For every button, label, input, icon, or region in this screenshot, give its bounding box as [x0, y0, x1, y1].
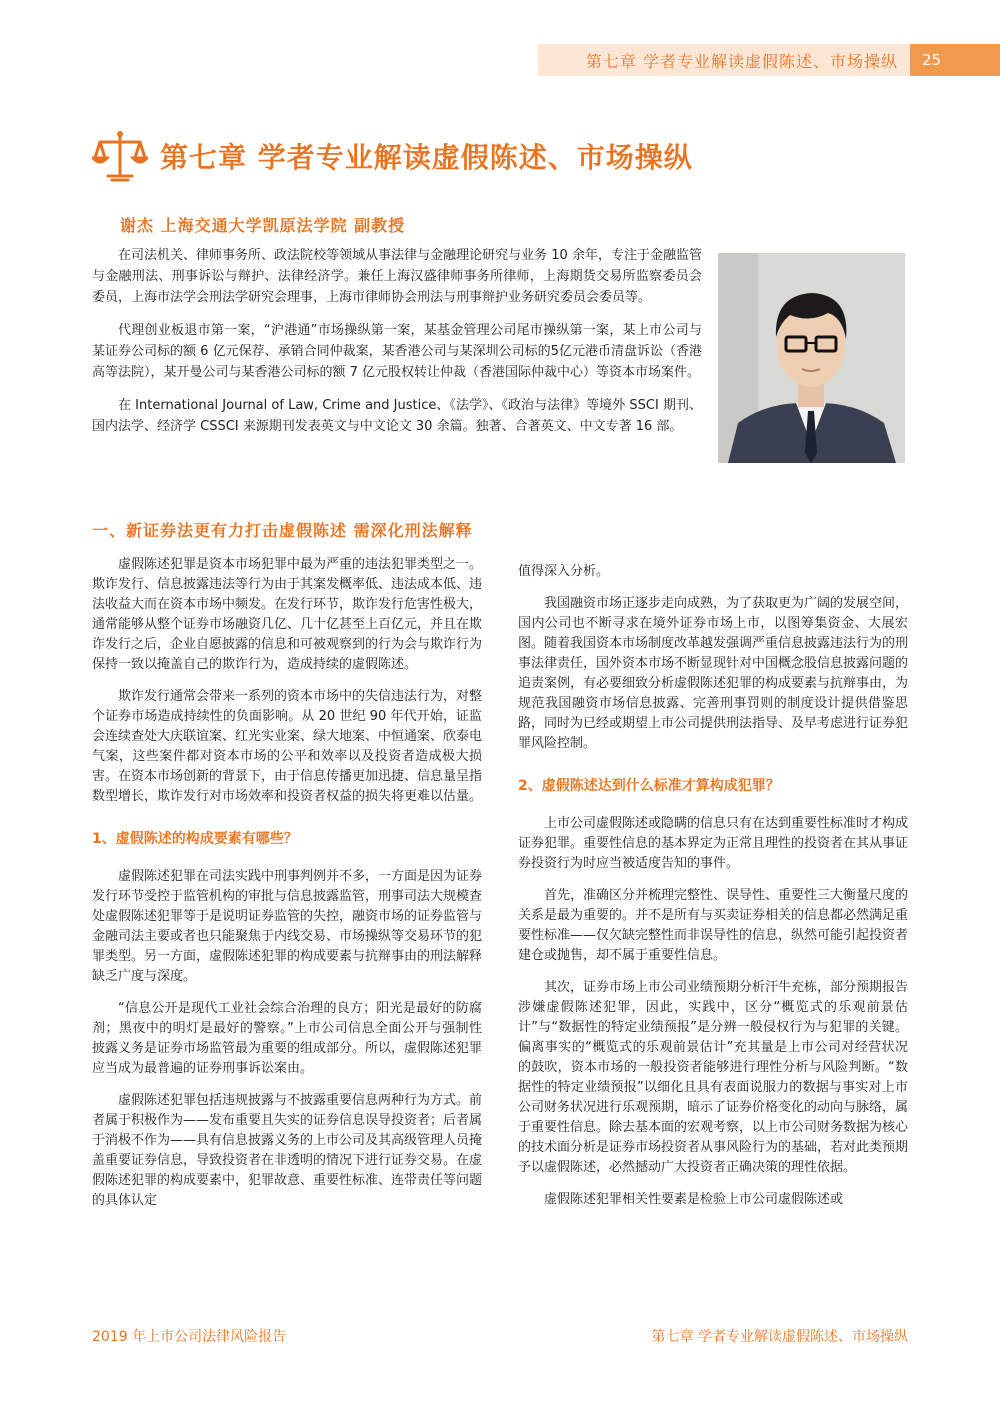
- page-number: [910, 44, 1000, 76]
- running-header: [538, 44, 910, 76]
- bio-paragraph: 在司法机关、律师事务所、政法院校等领域从事法律与金融理论研究与业务 10 余年，专注于金融监管与金融刑法、刑事诉讼与辩护、法律经济学。兼任上海汉盛律师事务所律师，上海期货交易所监察委员会委员，上海市法学会刑法学研究会理事，上海市律师协会刑法与刑事辩护业务研究委员会委员等。: [92, 248, 702, 305]
- paragraph: 虚假陈述犯罪包括违规披露与不披露重要信息两种行为方式。前者属于积极作为——发布重要且失实的证券信息误导投资者；后者属于消极不作为——具有信息披露义务的上市公司及其高级管理人员掩盖重要证券信息，导致投资者在非透明的情况下进行证券交易。在虚假陈述犯罪的构成要素中，犯罪故意、重要性标准、连带责任等问题的具体认定: [92, 1093, 483, 1208]
- paragraph: 其次，证券市场上市公司业绩预期分析汗牛充栋，部分预期报告涉嫌虚假陈述犯罪，因此，实践中，区分“概览式的乐观前景估计”与“数据性的特定业绩预报”是分辨一般侵权行为与犯罪的关键。偏离事实的“概览式的乐观前景估计”充其量是上市公司对经营状况的鼓吹，资本市场的一般投资者能够进行理性分析与风险判断。“数据性的特定业绩预报”以细化且具有表面说服力的数据与事实对上市公司财务状况进行乐观预期，暗示了证券价格变化的动向与脉络，属于重要性信息。除去基本面的宏观考察，以上市公司财务数据为核心的技术面分析是证券市场投资者从事风险行为的基础，若对此类预期予以虚假陈述，必然撼动广大投资者正确决策的理性依据。: [518, 980, 909, 1175]
- left-column: [92, 555, 482, 1223]
- paragraph: 欺诈发行通常会带来一系列的资本市场中的失信违法行为，对整个证券市场造成持续性的负面影响。从 20 世纪 90 年代开始，证监会连续查处大庆联谊案、红光实业案、绿大地案、中恒通案、欣泰电气案，这些案件都对资本市场的公平和效率以及投资者造成极大损害。在资本市场创新的背景下，由于信息传播更加迅捷、信息量呈指数型增长，欺诈发行对市场效率和投资者权益的损失将更难以估量。: [92, 689, 483, 804]
- paragraph: 虚假陈述犯罪相关性要素是检验上市公司虚假陈述或: [544, 1192, 844, 1207]
- paragraph: 首先，准确区分并梳理完整性、误导性、重要性三大衡量尺度的关系是最为重要的。并不是所有与买卖证券相关的信息都必然满足重要性标准——仅欠缺完整性而非误导性的信息，纵然可能引起投资者建仓或抛售，却不属于重要性信息。: [518, 888, 909, 963]
- paragraph: 值得深入分析。: [518, 564, 610, 579]
- running-header-title: 第七章 学者专业解读虚假陈述、市场操纵: [585, 51, 898, 71]
- subheading: 2、虚假陈述达到什么标准才算构成犯罪？: [518, 778, 780, 794]
- bio-paragraph: 代理创业板退市第一案，“沪港通”市场操纵第一案，某基金管理公司尾市操纵第一案，某上市公司与某证券公司标的额 6 亿元保荐、承销合同仲裁案，某香港公司与某深圳公司标的5亿元港币清盘诉讼（香港高等法院），某开曼公司与某香港公司标的额 7 亿元股权转让仲裁（香港国际仲裁中心）等资本市场案件。: [92, 323, 702, 380]
- subheading: 1、虚假陈述的构成要素有哪些？: [92, 831, 298, 847]
- right-column: [518, 562, 908, 1222]
- paragraph: 虚假陈述犯罪在司法实践中刑事判例并不多，一方面是因为证券发行环节受控于监管机构的审批与信息披露监管，刑事司法大规模查处虚假陈述犯罪等于是说明证券监管的失控，融资市场的证券监管与金融司法主要或者也只能聚焦于内线交易、市场操纵等交易环节的犯罪类型。另一方面，虚假陈述犯罪的构成要素与抗辩事由的刑法解释缺乏广度与深度。: [92, 869, 483, 984]
- paragraph: 上市公司虚假陈述或隐瞒的信息只有在达到重要性标准时才构成证券犯罪。重要性信息的基本界定为正常且理性的投资者在其从事证券投资行为时应当被适度告知的事件。: [518, 816, 909, 871]
- author-line: 谢杰 上海交通大学凯原法学院 副教授: [120, 216, 406, 235]
- author-bio: [92, 245, 702, 449]
- footer-chapter-title: 第七章 学者专业解读虚假陈述、市场操纵: [651, 1329, 908, 1345]
- scales-of-justice-icon: [92, 128, 148, 184]
- bio-paragraph: 在 International Journal of Law, Crime and Justice、《法学》、《政治与法律》等境外 SSCI 期刊、国内法学、经济学 CSSCI 来源期刊发表英文与中文论文 30 余篇。独著、合著英文、中文专著 16 部。: [92, 398, 702, 434]
- section-heading: 一、新证券法更有力打击虚假陈述 需深化刑法解释: [92, 521, 473, 540]
- paragraph: 虚假陈述犯罪是资本市场犯罪中最为严重的违法犯罪类型之一。欺诈发行、信息披露违法等行为由于其案发概率低、违法成本低、违法收益大而在资本市场中频发。在发行环节，欺诈发行危害性极大，通常能够从整个证券市场融资几亿、几十亿甚至上百亿元，并且在欺诈发行之后，企业自愿披露的信息和可被观察到的行为会与欺诈行为保持一致以掩盖自己的欺诈行为，造成持续的虚假陈述。: [92, 557, 483, 672]
- footer-report-title: 2019 年上市公司法律风险报告: [92, 1329, 287, 1345]
- paragraph: 我国融资市场正逐步走向成熟，为了获取更为广阔的发展空间，国内公司也不断寻求在境外证券市场上市，以图筹集资金、大展宏图。随着我国资本市场制度改革越发强调严重信息披露违法行为的刑事法律责任，国外资本市场不断显现针对中国概念股信息披露问题的追责案例，有必要细致分析虚假陈述犯罪的构成要素与抗辩事由，为规范我国融资市场信息披露、完善刑事罚则的制度设计提供借鉴思路，同时为已经或期望上市公司提供刑法指导、及早考虑进行证券犯罪风险控制。: [518, 596, 909, 751]
- paragraph: “信息公开是现代工业社会综合治理的良方；阳光是最好的防腐剂；黑夜中的明灯是最好的警察。”上市公司信息全面公开与强制性披露义务是证券市场监管最为重要的组成部分。所以，虚假陈述犯罪应当成为最普遍的证券刑事诉讼案由。: [92, 1001, 483, 1076]
- author-photo: [718, 253, 905, 463]
- page-number-text: 25: [922, 51, 942, 69]
- chapter-title: 第七章 学者专业解读虚假陈述、市场操纵: [160, 141, 693, 174]
